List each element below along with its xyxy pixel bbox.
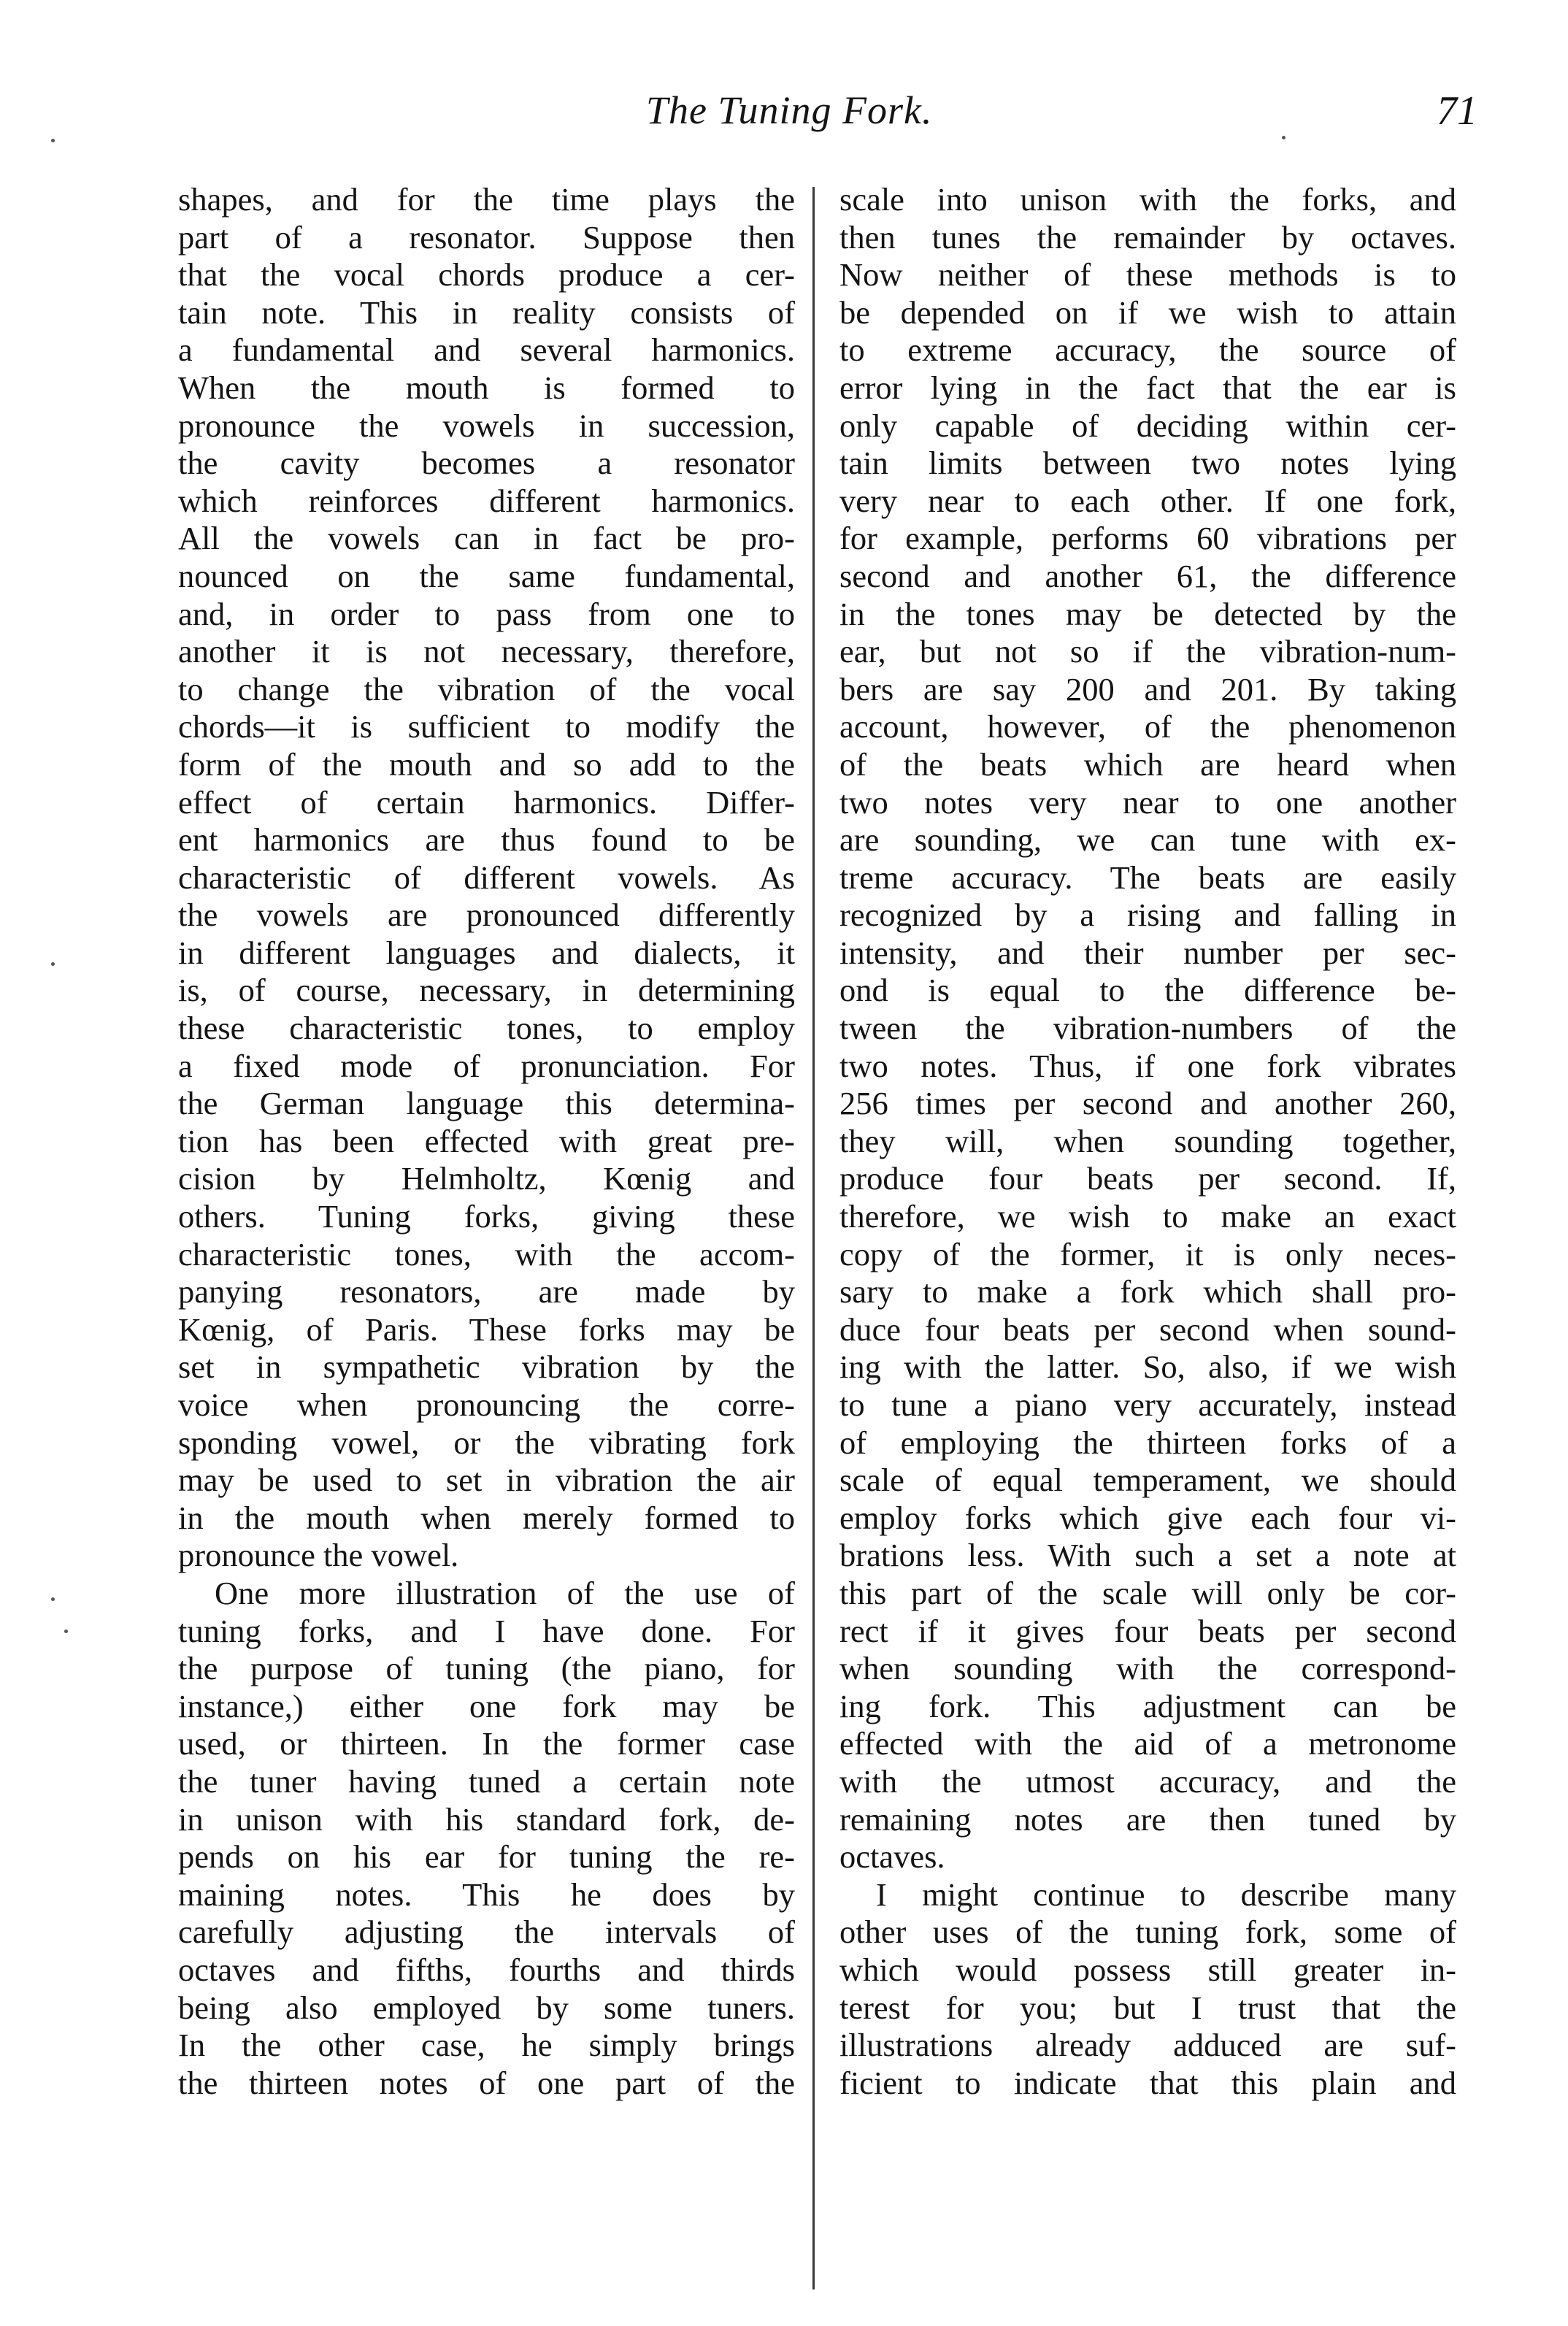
text-line: intensity, and their number per sec- bbox=[839, 934, 1456, 971]
text-line: pronounce the vowel. bbox=[178, 1537, 459, 1574]
page-number: 71 bbox=[1437, 88, 1477, 134]
text-line: employ forks which give each four vi- bbox=[839, 1499, 1456, 1536]
text-line: ficient to indicate that this plain and bbox=[839, 2064, 1456, 2101]
text-line: ing with the latter. So, also, if we wish bbox=[839, 1348, 1456, 1386]
text-line: set in sympathetic vibration by the bbox=[178, 1348, 795, 1386]
text-line: the German language this determina- bbox=[178, 1085, 795, 1122]
text-line: characteristic tones, with the accom- bbox=[178, 1235, 795, 1273]
text-line: maining notes. This he does by bbox=[178, 1876, 795, 1913]
text-line: to change the vibration of the vocal bbox=[178, 670, 795, 707]
text-line: voice when pronouncing the corre- bbox=[178, 1386, 795, 1423]
text-line: effected with the aid of a metronome bbox=[839, 1725, 1456, 1762]
text-line: in unison with his standard fork, de- bbox=[178, 1800, 795, 1838]
text-line: part of a resonator. Suppose then bbox=[178, 218, 795, 256]
text-line: the thirteen notes of one part of the bbox=[178, 2064, 795, 2101]
text-line: this part of the scale will only be cor- bbox=[839, 1574, 1456, 1611]
print-speck bbox=[51, 139, 55, 142]
text-line: with the utmost accuracy, and the bbox=[839, 1762, 1456, 1800]
column-divider bbox=[812, 187, 815, 2289]
text-line: scale into unison with the forks, and bbox=[839, 181, 1456, 218]
text-line: cision by Helmholtz, Kœnig and bbox=[178, 1160, 795, 1197]
text-line: chords—it is sufficient to modify the bbox=[178, 708, 795, 745]
text-line: characteristic of different vowels. As bbox=[178, 859, 795, 896]
text-line: ent harmonics are thus found to be bbox=[178, 821, 795, 859]
text-line: tween the vibration-numbers of the bbox=[839, 1010, 1456, 1047]
text-line: sponding vowel, or the vibrating fork bbox=[178, 1424, 795, 1461]
text-line: the vowels are pronounced differently bbox=[178, 897, 795, 934]
print-speck bbox=[1282, 136, 1285, 139]
text-line: second and another 61, the difference bbox=[839, 557, 1456, 594]
text-line: Kœnig, of Paris. These forks may be bbox=[178, 1310, 795, 1348]
text-line: pends on his ear for tuning the re- bbox=[178, 1838, 795, 1876]
text-line: tain note. This in reality consists of bbox=[178, 293, 795, 331]
text-line: treme accuracy. The beats are easily bbox=[839, 859, 1456, 896]
text-line: which reinforces different harmonics. bbox=[178, 482, 795, 519]
text-line: of employing the thirteen forks of a bbox=[839, 1424, 1456, 1461]
text-line: a fixed mode of pronunciation. For bbox=[178, 1047, 795, 1084]
text-line: two notes. Thus, if one fork vibrates bbox=[839, 1047, 1456, 1084]
text-line: being also employed by some tuners. bbox=[178, 1989, 795, 2026]
running-head bbox=[0, 88, 1568, 153]
text-line: and, in order to pass from one to bbox=[178, 595, 795, 632]
text-line: tain limits between two notes lying bbox=[839, 445, 1456, 482]
text-line: tuning forks, and I have done. For bbox=[178, 1612, 795, 1649]
text-line: the purpose of tuning (the piano, for bbox=[178, 1650, 795, 1687]
text-line: which would possess still greater in- bbox=[839, 1951, 1456, 1988]
text-line: another it is not necessary, therefore, bbox=[178, 633, 795, 670]
text-line: instance,) either one fork may be bbox=[178, 1687, 795, 1724]
text-line: others. Tuning forks, giving these bbox=[178, 1198, 795, 1235]
text-line: only capable of deciding within cer- bbox=[839, 407, 1456, 444]
text-line: a fundamental and several harmonics. bbox=[178, 331, 795, 369]
text-line: rect if it gives four beats per second bbox=[839, 1612, 1456, 1649]
text-line: these characteristic tones, to employ bbox=[178, 1010, 795, 1047]
text-line: that the vocal chords produce a cer- bbox=[178, 256, 795, 293]
print-speck bbox=[51, 962, 55, 966]
left-column bbox=[178, 181, 795, 2102]
text-line: octaves and fifths, fourths and thirds bbox=[178, 1951, 795, 1988]
text-line: panying resonators, are made by bbox=[178, 1273, 795, 1310]
text-line: bers are say 200 and 201. By taking bbox=[839, 670, 1456, 707]
text-line: two notes very near to one another bbox=[839, 783, 1456, 821]
text-line: to extreme accuracy, the source of bbox=[839, 331, 1456, 369]
text-line: for example, performs 60 vibrations per bbox=[839, 520, 1456, 557]
text-line: recognized by a rising and falling in bbox=[839, 897, 1456, 934]
text-line: scale of equal temperament, we should bbox=[839, 1462, 1456, 1499]
text-line: duce four beats per second when sound- bbox=[839, 1310, 1456, 1348]
text-line: All the vowels can in fact be pro- bbox=[178, 520, 795, 557]
text-line: then tunes the remainder by octaves. bbox=[839, 218, 1456, 256]
text-line: I might continue to describe many bbox=[876, 1876, 1456, 1913]
text-line: terest for you; but I trust that the bbox=[839, 1989, 1456, 2026]
text-line: very near to each other. If one fork, bbox=[839, 482, 1456, 519]
text-line: may be used to set in vibration the air bbox=[178, 1462, 795, 1499]
text-line: carefully adjusting the intervals of bbox=[178, 1914, 795, 1951]
text-line: Now neither of these methods is to bbox=[839, 256, 1456, 293]
text-line: to tune a piano very accurately, instead bbox=[839, 1386, 1456, 1423]
text-line: in the mouth when merely formed to bbox=[178, 1499, 795, 1536]
text-line: pronounce the vowels in succession, bbox=[178, 407, 795, 444]
text-line: of the beats which are heard when bbox=[839, 745, 1456, 783]
text-line: illustrations already adduced are suf- bbox=[839, 2027, 1456, 2064]
text-line: produce four beats per second. If, bbox=[839, 1160, 1456, 1197]
text-line: effect of certain harmonics. Differ- bbox=[178, 783, 795, 821]
text-line: the cavity becomes a resonator bbox=[178, 445, 795, 482]
text-line: octaves. bbox=[839, 1838, 945, 1876]
text-line: brations less. With such a set a note at bbox=[839, 1537, 1456, 1574]
text-line: other uses of the tuning fork, some of bbox=[839, 1914, 1456, 1951]
text-line: in the tones may be detected by the bbox=[839, 595, 1456, 632]
text-line: In the other case, he simply brings bbox=[178, 2027, 795, 2064]
text-line: in different languages and dialects, it bbox=[178, 934, 795, 971]
text-line: when sounding with the correspond- bbox=[839, 1650, 1456, 1687]
text-line: be depended on if we wish to attain bbox=[839, 293, 1456, 331]
text-line: used, or thirteen. In the former case bbox=[178, 1725, 795, 1762]
text-line: they will, when sounding together, bbox=[839, 1122, 1456, 1159]
print-speck bbox=[51, 1597, 55, 1601]
text-line: nounced on the same fundamental, bbox=[178, 557, 795, 594]
text-line: tion has been effected with great pre- bbox=[178, 1122, 795, 1159]
text-line: are sounding, we can tune with ex- bbox=[839, 821, 1456, 859]
text-line: is, of course, necessary, in determining bbox=[178, 972, 795, 1009]
text-line: sary to make a fork which shall pro- bbox=[839, 1273, 1456, 1310]
text-line: One more illustration of the use of bbox=[215, 1574, 795, 1611]
text-line: error lying in the fact that the ear is bbox=[839, 369, 1456, 406]
text-line: ond is equal to the difference be- bbox=[839, 972, 1456, 1009]
text-line: remaining notes are then tuned by bbox=[839, 1800, 1456, 1838]
running-title: The Tuning Fork. bbox=[646, 88, 933, 132]
text-line: form of the mouth and so add to the bbox=[178, 745, 795, 783]
text-line: the tuner having tuned a certain note bbox=[178, 1762, 795, 1800]
text-line: When the mouth is formed to bbox=[178, 369, 795, 406]
text-line: account, however, of the phenomenon bbox=[839, 708, 1456, 745]
right-column bbox=[839, 181, 1456, 2102]
text-line: ear, but not so if the vibration-num- bbox=[839, 633, 1456, 670]
text-line: shapes, and for the time plays the bbox=[178, 181, 795, 218]
text-line: therefore, we wish to make an exact bbox=[839, 1198, 1456, 1235]
text-line: 256 times per second and another 260, bbox=[839, 1085, 1456, 1122]
text-line: copy of the former, it is only neces- bbox=[839, 1235, 1456, 1273]
print-speck bbox=[64, 1630, 68, 1633]
text-line: ing fork. This adjustment can be bbox=[839, 1687, 1456, 1724]
